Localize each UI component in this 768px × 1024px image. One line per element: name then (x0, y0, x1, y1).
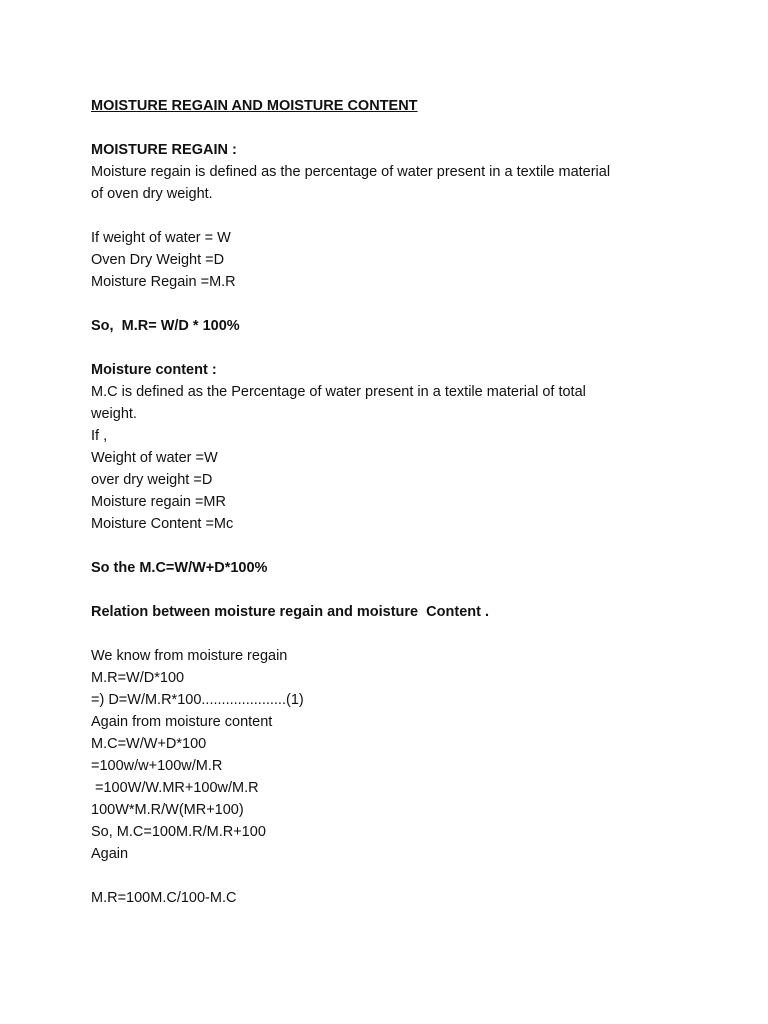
document-title: MOISTURE REGAIN AND MOISTURE CONTENT (91, 98, 418, 114)
spacer (91, 865, 691, 887)
spacer (91, 205, 691, 227)
relation-step: Again (91, 846, 129, 862)
relation-step: We know from moisture regain (91, 648, 288, 664)
relation-step: Again from moisture content (91, 714, 273, 730)
relation-heading: Relation between moisture regain and moisture Content . (91, 604, 489, 620)
document-page (91, 95, 691, 909)
moisture-content-formula: So the M.C=W/W+D*100% (91, 560, 268, 576)
relation-step: 100W*M.R/W(MR+100) (91, 802, 244, 818)
moisture-regain-heading: MOISTURE REGAIN : (91, 142, 237, 158)
mc-variable-regain: Moisture regain =MR (91, 494, 226, 510)
mc-variable-dry-weight: over dry weight =D (91, 472, 213, 488)
relation-step: =100W/W.MR+100w/M.R (91, 780, 259, 796)
spacer (91, 535, 691, 557)
mc-variable-if: If , (91, 428, 108, 444)
relation-step: =100w/w+100w/M.R (91, 758, 223, 774)
spacer (91, 117, 691, 139)
moisture-content-heading: Moisture content : (91, 362, 217, 378)
relation-final-formula: M.R=100M.C/100-M.C (91, 890, 237, 906)
moisture-regain-definition-line-1: Moisture regain is defined as the percentage of water present in a textile material (91, 164, 611, 180)
mr-variable-regain: Moisture Regain =M.R (91, 274, 236, 290)
mr-variable-dry-weight: Oven Dry Weight =D (91, 252, 225, 268)
spacer (91, 579, 691, 601)
mc-variable-water: Weight of water =W (91, 450, 218, 466)
spacer (91, 623, 691, 645)
moisture-regain-formula: So, M.R= W/D * 100% (91, 318, 240, 334)
relation-step: M.C=W/W+D*100 (91, 736, 207, 752)
moisture-content-definition-line-2: weight. (91, 406, 137, 422)
relation-step: =) D=W/M.R*100.....................(1) (91, 692, 304, 708)
moisture-regain-definition-line-2: of oven dry weight. (91, 186, 213, 202)
moisture-content-definition-line-1: M.C is defined as the Percentage of water present in a textile material of total (91, 384, 586, 400)
relation-step: M.R=W/D*100 (91, 670, 185, 686)
spacer (91, 337, 691, 359)
spacer (91, 293, 691, 315)
mr-variable-water: If weight of water = W (91, 230, 231, 246)
relation-step: So, M.C=100M.R/M.R+100 (91, 824, 266, 840)
mc-variable-content: Moisture Content =Mc (91, 516, 234, 532)
